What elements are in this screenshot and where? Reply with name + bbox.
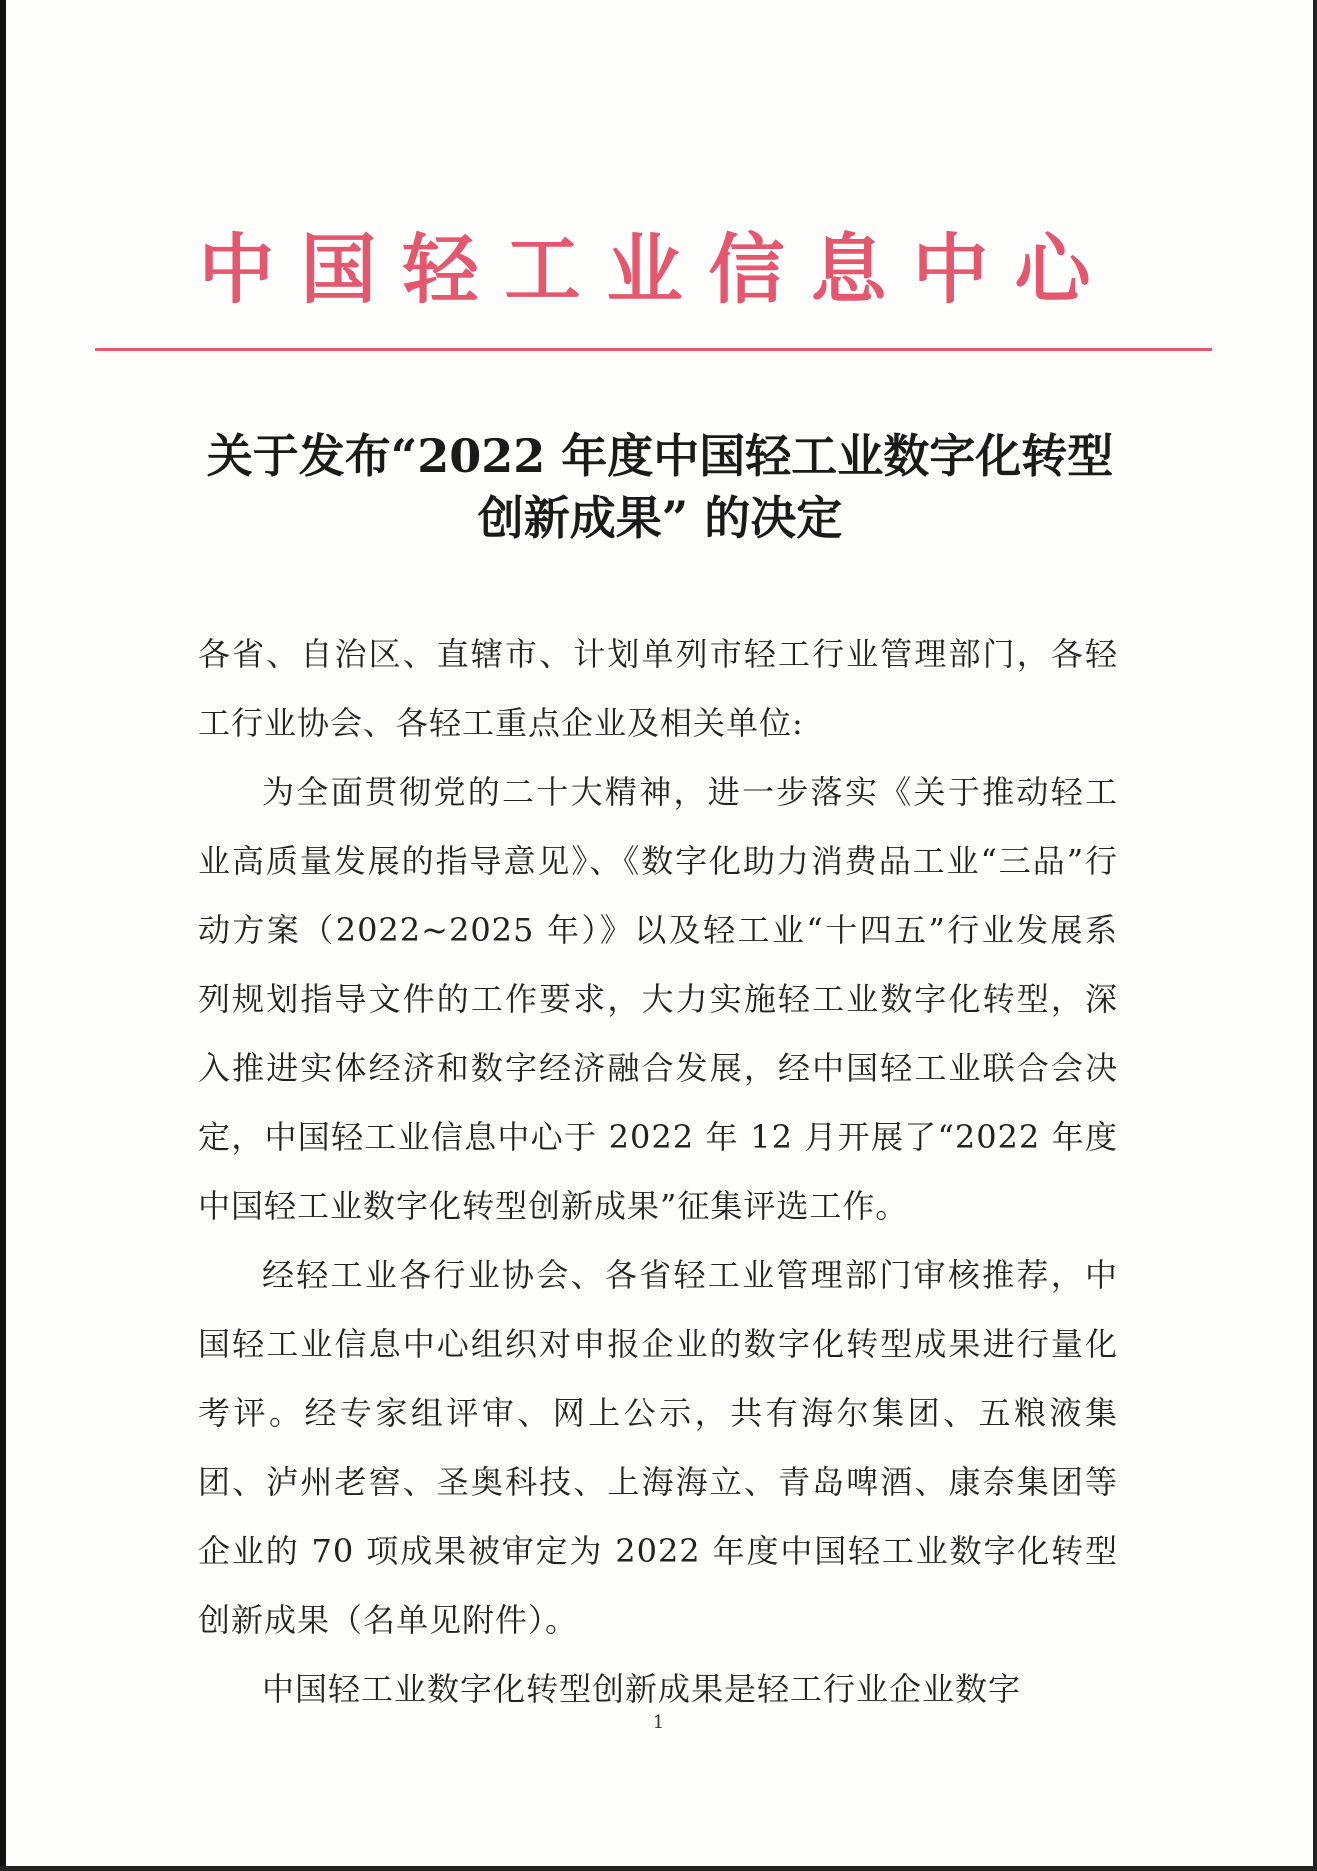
scan-edge-bottom bbox=[0, 1866, 1317, 1871]
body-paragraph-2: 经轻工业各行业协会、各省轻工业管理部门审核推荐，中国轻工业信息中心组织对申报企业的数字化转型成果进行量化考评。经专家组评审、网上公示，共有海尔集团、五粮液集团、泸州老窖、圣奥科技、上海海立、青岛啤酒、康奈集团等企业的 70 项成果被审定为 2022 年度中国轻工业数字化转型创新成果（名单见附件）。 bbox=[198, 1256, 1118, 1639]
body-paragraph-3: 中国轻工业数字化转型创新成果是轻工行业企业数字 bbox=[262, 1670, 1022, 1708]
page-number: 1 bbox=[652, 1712, 665, 1733]
body-paragraph-1: 为全面贯彻党的二十大精神，进一步落实《关于推动轻工业高质量发展的指导意见》、《数字化助力消费品工业“三品”行动方案（2022~2025 年）》以及轻工业“十四五”行业发展系列规划指导文件的工作要求，大力实施轻工业数字化转型，深入推进实体经济和数字经济融合发展，经中国轻工业联合会决定，中国轻工业信息中心于 2022 年 12 月开展了“2022 年度中国轻工业数字化转型创新成果”征集评选工作。 bbox=[198, 773, 1118, 1225]
scan-edge-left bbox=[0, 0, 6, 1871]
document-title-line-1: 关于发布“2022 年度中国轻工业数字化转型 bbox=[206, 429, 1114, 483]
document-body bbox=[198, 620, 1118, 1724]
letterhead-divider bbox=[95, 348, 1212, 351]
organization-letterhead: 中国轻工业信息中心 bbox=[198, 225, 1117, 314]
document-title-line-2: 创新成果” 的决定 bbox=[477, 491, 843, 545]
salutation: 各省、自治区、直辖市、计划单列市轻工行业管理部门，各轻工行业协会、各轻工重点企业及相关单位: bbox=[198, 635, 1118, 742]
document-title bbox=[160, 425, 1160, 549]
scan-edge-right bbox=[1313, 0, 1317, 1871]
